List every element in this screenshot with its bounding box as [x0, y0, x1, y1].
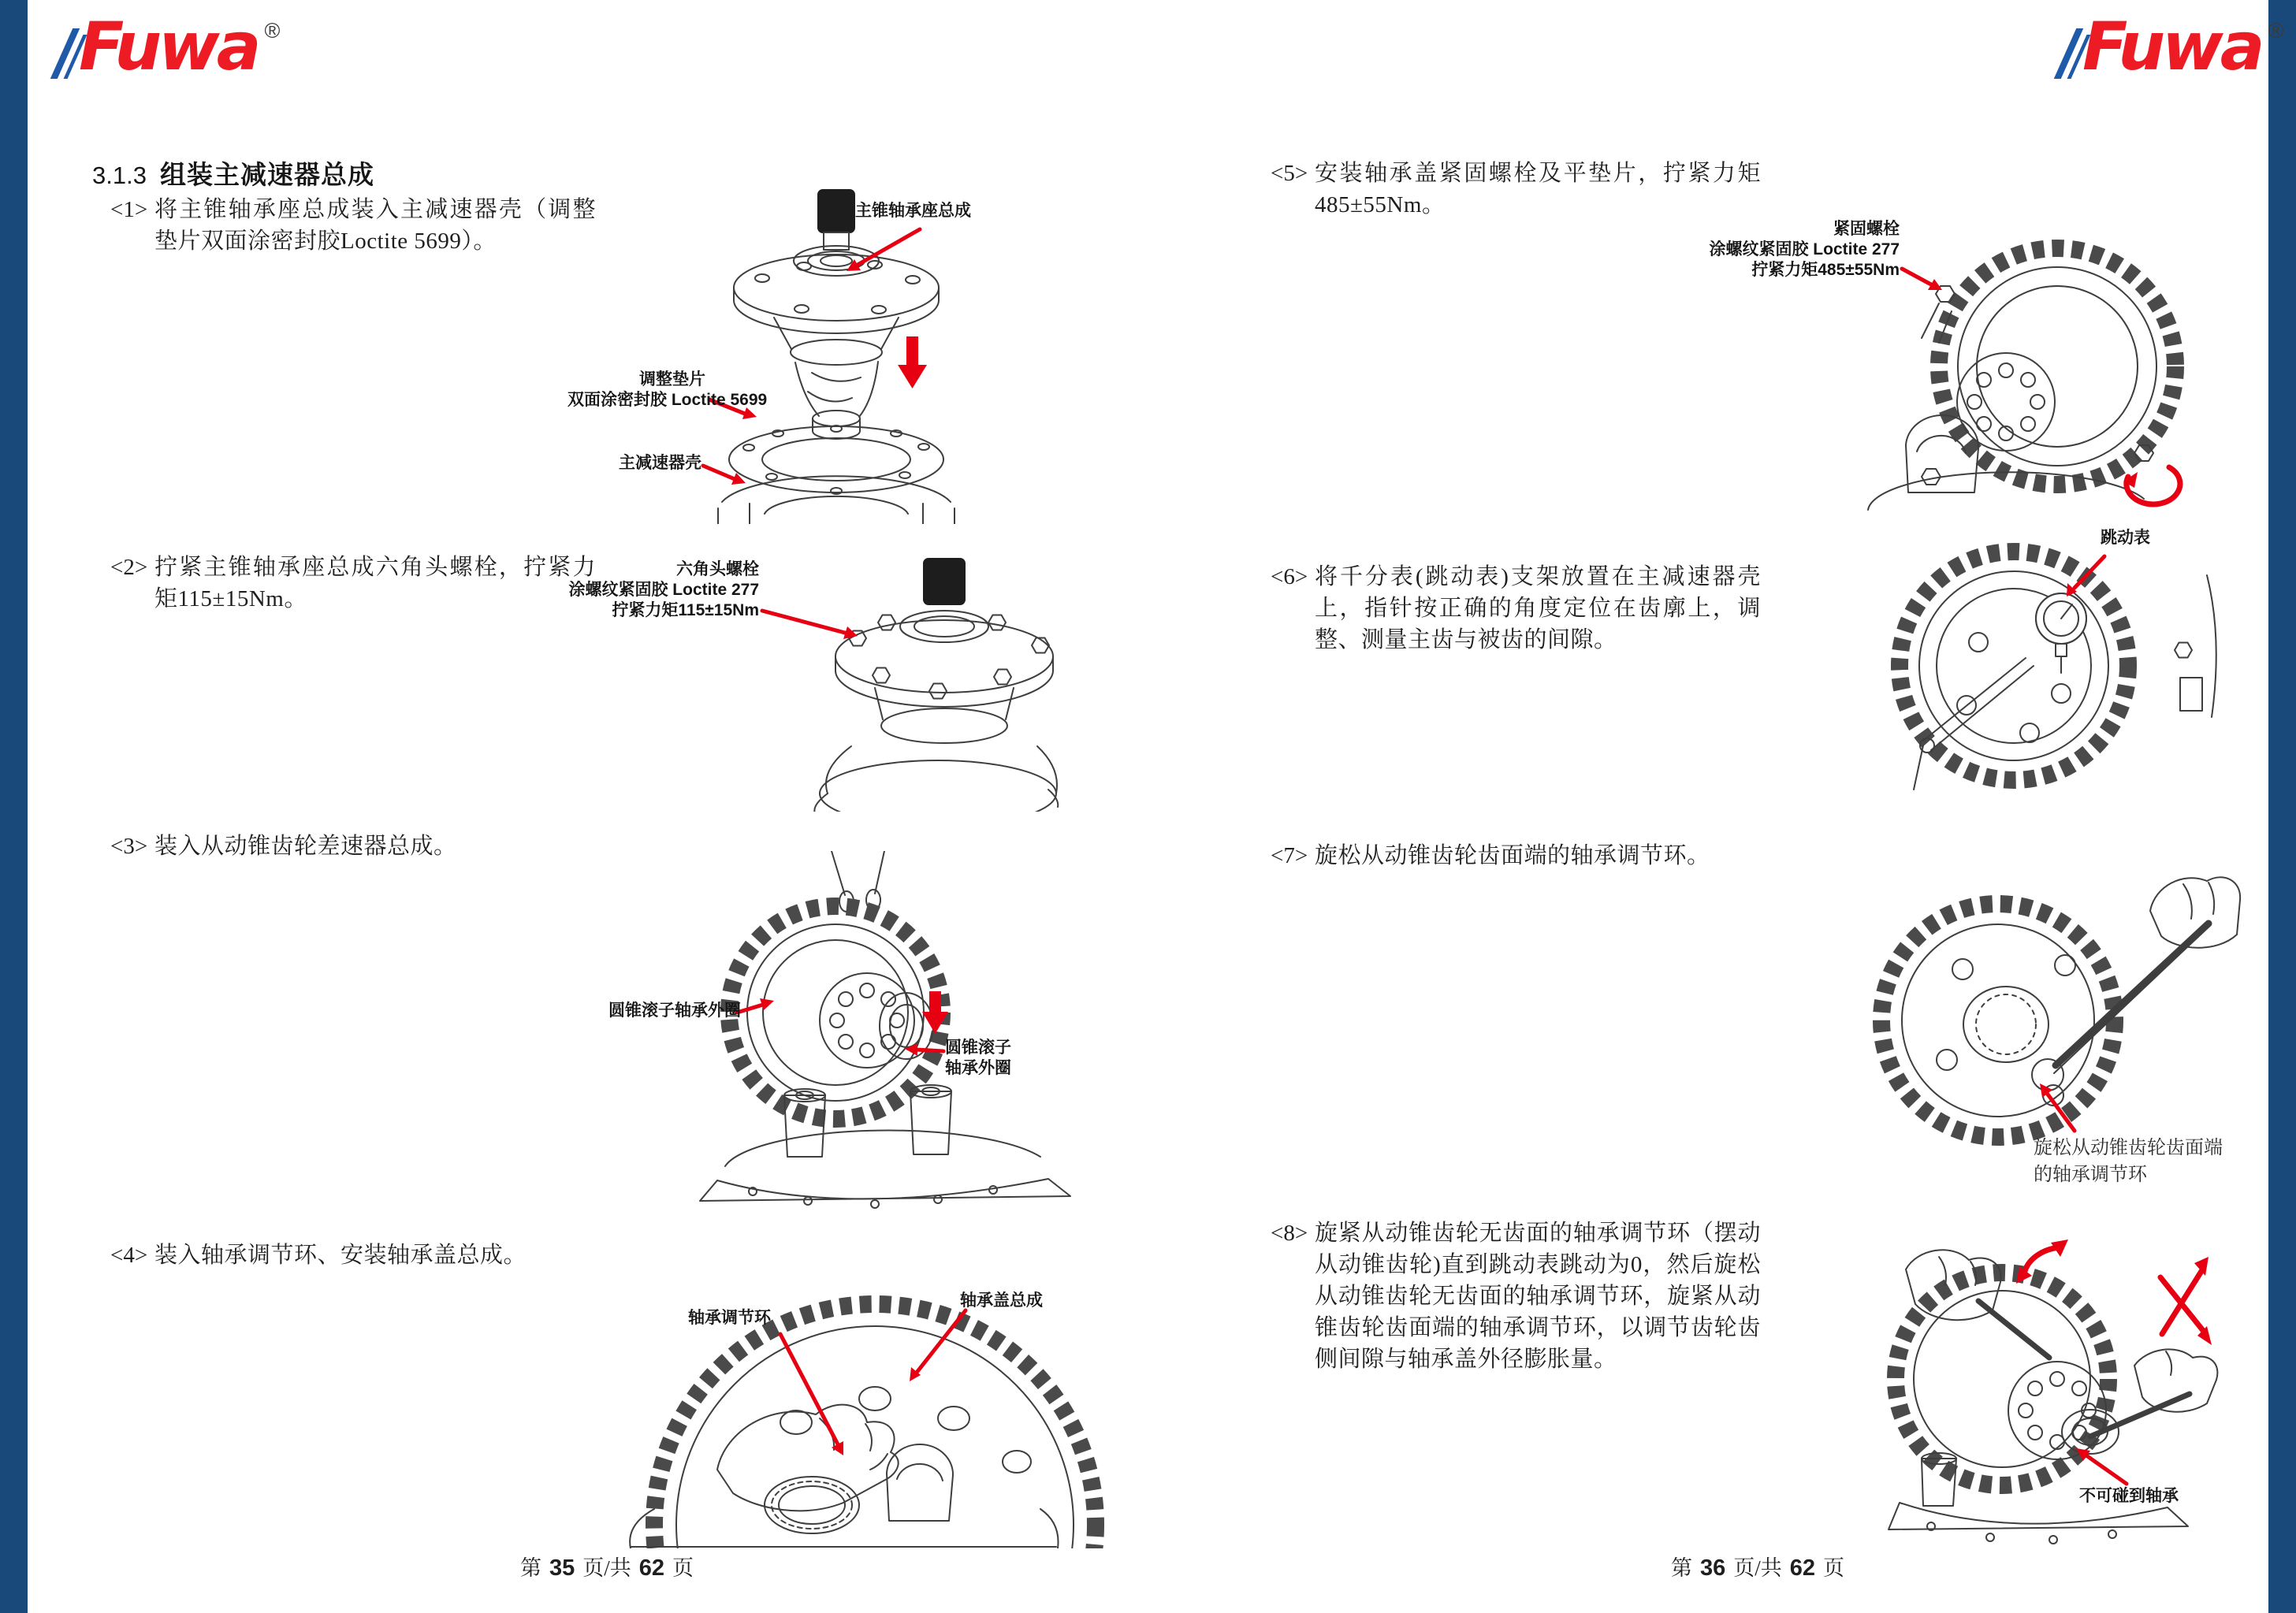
callout-label: 主减速器壳 [619, 454, 701, 472]
page-number: 36 [1699, 1555, 1726, 1581]
footer-text: 页/共 [582, 1556, 631, 1580]
page-title: 组装主减速器总成 [159, 160, 374, 189]
callout-label: 轴承调节环 [688, 1309, 771, 1327]
step-text: 将千分表(跳动表)支架放置在主减速器壳上，指针按正确的角度定位在齿廓上，调整、测量主齿与被齿的间隙。 [1315, 564, 1761, 652]
step-number: <2> [110, 555, 148, 580]
brand-logo-left [61, 8, 281, 85]
callout-label-line: 拧紧力矩115±15Nm [612, 601, 759, 619]
hex-bolt-icon [1922, 286, 2153, 485]
step-number: <7> [1271, 843, 1308, 868]
figure-cap-bolt-tighten [1702, 193, 2238, 532]
callout-label-line: 圆锥滚子 [945, 1039, 1011, 1057]
step-number: <5> [1271, 161, 1308, 186]
callout-label: 不可碰到轴承 [2079, 1487, 2179, 1505]
hex-bolt-icon [2175, 643, 2192, 658]
diagram-adjusting-ring [536, 1273, 1143, 1548]
logo-slashes-icon [61, 28, 77, 79]
step-text: 旋松从动锥齿轮齿面端的轴承调节环。 [1315, 843, 1710, 868]
step-text: 装入从动锥齿轮差速器总成。 [154, 834, 457, 859]
callout-arrow-icon [1902, 269, 1942, 290]
callout-label-line: 六角头螺栓 [676, 560, 759, 578]
callout-label-line: 涂螺纹紧固胶 Loctite 277 [1709, 240, 1900, 258]
step-text: 安装轴承盖紧固螺栓及平垫片，拧紧力矩485±55Nm。 [1315, 161, 1761, 217]
callout-label [945, 1038, 1011, 1079]
callout-label-line: 轴承外圈 [945, 1059, 1011, 1077]
page-number: 35 [549, 1555, 575, 1581]
figure-loosen-adjusting-ring [1852, 859, 2246, 1221]
left-edge-bar [0, 0, 28, 1613]
diagram-diff-assembly [607, 851, 1143, 1213]
page-footer-right [1600, 1554, 1915, 1582]
section-heading [92, 154, 374, 191]
down-arrow-icon [898, 336, 927, 388]
figure-dial-indicator-setup [1868, 504, 2231, 804]
footer-text: 第 [519, 1556, 541, 1580]
logo-text: Fuwa [79, 8, 259, 85]
crossing-arrows-icon [2160, 1257, 2212, 1345]
step-number: <6> [1271, 564, 1308, 589]
callout-arrow-icon [780, 1310, 966, 1455]
logo-text: Fuwa [2082, 8, 2262, 85]
step-number: <8> [1271, 1221, 1308, 1246]
callout-arrow-icon [2076, 1448, 2127, 1484]
diagram-dial-indicator [1868, 504, 2231, 804]
callout-label-line: 调整垫片 [639, 370, 705, 388]
figure-caption-line: 旋松从动锥齿轮齿面端 [2034, 1138, 2223, 1158]
callout-label: 跳动表 [2101, 529, 2150, 547]
registered-mark: ® [264, 19, 281, 43]
callout-label-line: 拧紧力矩485±55Nm [1751, 261, 1900, 279]
callout-label [567, 370, 768, 411]
total-pages: 62 [638, 1555, 665, 1581]
rotate-arrow-icon [2123, 467, 2180, 504]
footer-text: 页/共 [1733, 1556, 1782, 1580]
total-pages: 62 [1789, 1555, 1816, 1581]
page-footer-left [449, 1554, 765, 1582]
step-number: <1> [110, 197, 148, 222]
right-edge-bar [2268, 0, 2296, 1613]
callout-label-line: 涂螺纹紧固胶 Loctite 277 [568, 581, 759, 599]
step-text: 旋紧从动锥齿轮无齿面的轴承调节环（摆动从动锥齿轮)直到跳动表跳动为0，然后旋松从动锥齿轮无齿面的轴承调节环，旋紧从动锥齿轮齿面端的轴承调节环，以调节齿轮齿侧间隙与轴承盖外径膨胀量。 [1315, 1221, 1761, 1372]
callout-label [567, 559, 759, 621]
figure-caption [2034, 1135, 2223, 1188]
step-number: <4> [110, 1243, 148, 1268]
callout-label [1702, 219, 1900, 281]
callout-arrow-icon [762, 611, 858, 639]
figure-diff-assembly-install [607, 851, 1143, 1213]
logo-slashes-icon [2065, 28, 2081, 79]
step-text: 装入轴承调节环、安装轴承盖总成。 [154, 1243, 527, 1268]
step-number: <3> [110, 834, 148, 859]
section-number: 3.1.3 [92, 162, 147, 189]
callout-label-line: 双面涂密封胶 Loctite 5699 [567, 391, 768, 409]
callout-label: 主锥轴承座总成 [855, 202, 971, 220]
figure-pinion-seat-install [567, 185, 1135, 524]
footer-text: 页 [672, 1556, 694, 1580]
footer-text: 第 [1670, 1556, 1692, 1580]
figure-adjusting-ring-install [536, 1273, 1143, 1548]
figure-hex-bolt-tighten [567, 548, 1135, 812]
registered-mark: ® [2268, 19, 2284, 43]
footer-text: 页 [1823, 1556, 1845, 1580]
callout-label-line: 紧固螺栓 [1833, 220, 1900, 238]
figure-backlash-adjustment [1813, 1225, 2238, 1548]
callout-label: 圆锥滚子轴承外圈 [608, 1002, 741, 1020]
step-text: 拧紧主锥轴承座总成六角头螺栓，拧紧力矩115±15Nm。 [154, 555, 596, 611]
callout-label: 轴承盖总成 [960, 1292, 1043, 1310]
figure-caption-line: 的轴承调节环 [2034, 1165, 2147, 1185]
step-text: 将主锥轴承座总成装入主减速器壳（调整垫片双面涂密封胶Loctite 5699）。 [154, 197, 596, 254]
brand-logo-right [2065, 8, 2284, 85]
